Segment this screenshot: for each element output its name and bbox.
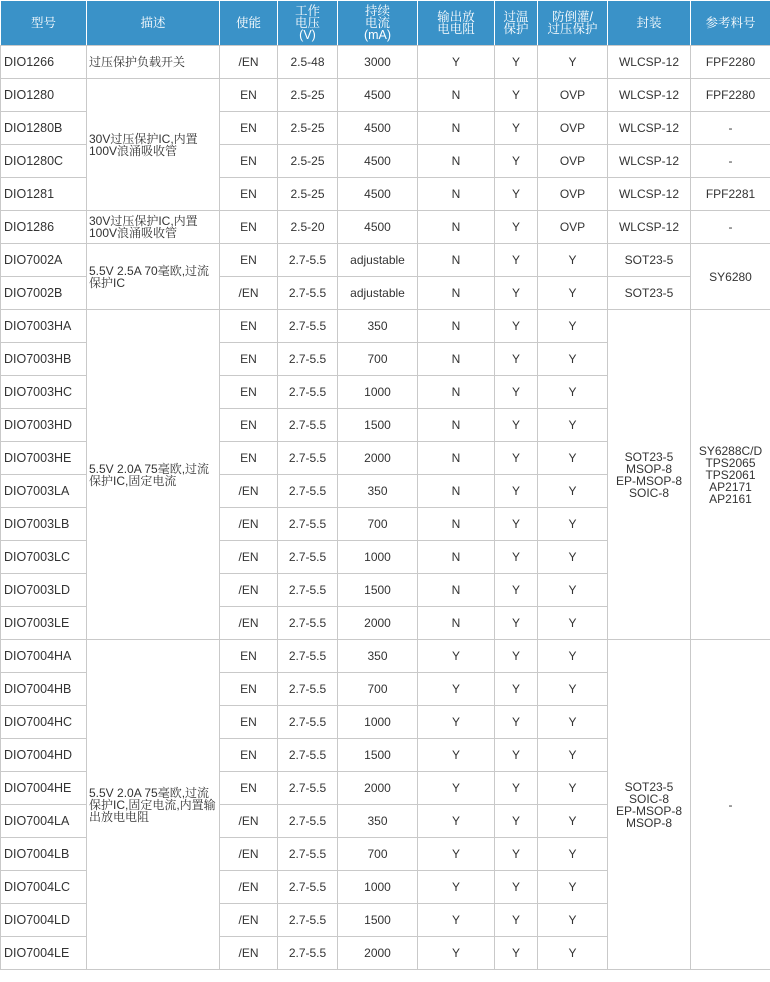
thermal-cell: Y (495, 838, 538, 871)
discharge-cell: Y (418, 838, 495, 871)
discharge-cell: Y (418, 739, 495, 772)
current-cell: 1000 (338, 541, 418, 574)
header-discharge (418, 1, 495, 46)
thermal-cell: Y (495, 112, 538, 145)
header-model: 型号 (1, 1, 87, 46)
package-line: MSOP-8 (625, 815, 672, 830)
enable-cell: /EN (220, 475, 278, 508)
header-package: 封装 (608, 1, 691, 46)
model-cell: DIO1266 (1, 46, 87, 79)
reverse-cell: Y (538, 772, 608, 805)
discharge-cell: N (418, 508, 495, 541)
thermal-cell: Y (495, 772, 538, 805)
voltage-cell: 2.7-5.5 (278, 244, 338, 277)
package-line: SOT23-5 (624, 779, 674, 794)
package-line: EP-MSOP-8 (615, 803, 682, 818)
thermal-cell: Y (495, 805, 538, 838)
voltage-cell: 2.7-5.5 (278, 805, 338, 838)
model-cell: DIO7003HC (1, 376, 87, 409)
package-cell: WLCSP-12 (608, 211, 691, 244)
model-cell: DIO7004LE (1, 937, 87, 970)
current-cell: 3000 (338, 46, 418, 79)
reference-cell: FPF2280 (691, 79, 770, 112)
discharge-cell: N (418, 211, 495, 244)
enable-cell: EN (220, 442, 278, 475)
current-cell: 4500 (338, 178, 418, 211)
header-voltage (278, 1, 338, 46)
enable-cell: /EN (220, 607, 278, 640)
model-cell: DIO1280 (1, 79, 87, 112)
package-cell: WLCSP-12 (608, 112, 691, 145)
reverse-cell: Y (538, 838, 608, 871)
header-reverse (538, 1, 608, 46)
reverse-cell: Y (538, 871, 608, 904)
thermal-cell: Y (495, 739, 538, 772)
thermal-cell: Y (495, 310, 538, 343)
current-cell: 1500 (338, 574, 418, 607)
header-voltage-line-1: 工作 (294, 4, 320, 18)
current-cell: 2000 (338, 607, 418, 640)
reverse-cell: Y (538, 937, 608, 970)
model-cell: DIO7004HB (1, 673, 87, 706)
enable-cell: EN (220, 310, 278, 343)
voltage-cell: 2.5-25 (278, 79, 338, 112)
current-cell: 4500 (338, 79, 418, 112)
table-row (1, 310, 770, 343)
enable-cell: EN (220, 739, 278, 772)
voltage-cell: 2.7-5.5 (278, 376, 338, 409)
voltage-cell: 2.5-25 (278, 145, 338, 178)
reverse-cell: Y (538, 706, 608, 739)
header-discharge-line-1: 输出放 (437, 10, 475, 24)
thermal-cell: Y (495, 145, 538, 178)
enable-cell: /EN (220, 805, 278, 838)
model-cell: DIO1280B (1, 112, 87, 145)
discharge-cell: N (418, 145, 495, 178)
thermal-cell: Y (495, 508, 538, 541)
header-row (1, 1, 770, 46)
current-cell: 350 (338, 805, 418, 838)
package-cell: WLCSP-12 (608, 46, 691, 79)
voltage-cell: 2.7-5.5 (278, 409, 338, 442)
voltage-cell: 2.7-5.5 (278, 277, 338, 310)
voltage-cell: 2.7-5.5 (278, 442, 338, 475)
thermal-cell: Y (495, 673, 538, 706)
model-cell: DIO7003LE (1, 607, 87, 640)
voltage-cell: 2.7-5.5 (278, 640, 338, 673)
reference-cell: - (691, 211, 770, 244)
description-cell: 5.5V 2.0A 75毫欧,过流保护IC,固定电流,内置输出放电电阻 (87, 640, 220, 970)
model-cell: DIO7002A (1, 244, 87, 277)
reverse-cell: Y (538, 508, 608, 541)
reverse-cell: Y (538, 673, 608, 706)
discharge-cell: Y (418, 640, 495, 673)
current-cell: 700 (338, 343, 418, 376)
reverse-cell: Y (538, 310, 608, 343)
discharge-cell: N (418, 475, 495, 508)
package-cell: WLCSP-12 (608, 145, 691, 178)
model-cell: DIO1281 (1, 178, 87, 211)
reverse-cell: Y (538, 343, 608, 376)
current-cell: 1500 (338, 409, 418, 442)
header-current-line-3: (mA) (363, 28, 392, 42)
header-current (338, 1, 418, 46)
enable-cell: /EN (220, 838, 278, 871)
model-cell: DIO7003HA (1, 310, 87, 343)
thermal-cell: Y (495, 79, 538, 112)
discharge-cell: Y (418, 904, 495, 937)
package-line: EP-MSOP-8 (615, 473, 682, 488)
current-cell: 700 (338, 838, 418, 871)
reverse-cell: Y (538, 640, 608, 673)
enable-cell: EN (220, 640, 278, 673)
table-row (1, 640, 770, 673)
current-cell: 2000 (338, 937, 418, 970)
package-line: SOT23-5 (624, 449, 674, 464)
voltage-cell: 2.7-5.5 (278, 673, 338, 706)
thermal-cell: Y (495, 46, 538, 79)
thermal-cell: Y (495, 640, 538, 673)
package-line: SOIC-8 (628, 791, 669, 806)
thermal-cell: Y (495, 244, 538, 277)
package-cell: SOT23-5 (608, 244, 691, 277)
enable-cell: EN (220, 376, 278, 409)
header-description: 描述 (87, 1, 220, 46)
model-cell: DIO1280C (1, 145, 87, 178)
current-cell: 350 (338, 475, 418, 508)
table-row (1, 46, 770, 79)
table-row (1, 244, 770, 277)
description-cell: 5.5V 2.5A 70毫欧,过流保护IC (87, 244, 220, 310)
model-cell: DIO7003LB (1, 508, 87, 541)
model-cell: DIO7004LB (1, 838, 87, 871)
reference-cell: - (691, 112, 770, 145)
current-cell: adjustable (338, 244, 418, 277)
enable-cell: EN (220, 244, 278, 277)
thermal-cell: Y (495, 904, 538, 937)
discharge-cell: Y (418, 871, 495, 904)
header-thermal (495, 1, 538, 46)
voltage-cell: 2.7-5.5 (278, 541, 338, 574)
header-thermal-line-2: 保护 (503, 22, 529, 36)
reference-line: AP2161 (709, 491, 752, 506)
voltage-cell: 2.7-5.5 (278, 739, 338, 772)
enable-cell: EN (220, 211, 278, 244)
table-row (1, 79, 770, 112)
reverse-cell: Y (538, 541, 608, 574)
thermal-cell: Y (495, 475, 538, 508)
reverse-cell: Y (538, 376, 608, 409)
model-cell: DIO7004HE (1, 772, 87, 805)
header-voltage-line-2: 电压 (294, 16, 320, 30)
enable-cell: /EN (220, 904, 278, 937)
discharge-cell: N (418, 607, 495, 640)
current-cell: adjustable (338, 277, 418, 310)
model-cell: DIO7004LA (1, 805, 87, 838)
current-cell: 350 (338, 310, 418, 343)
enable-cell: EN (220, 343, 278, 376)
header-current-line-2: 电流 (364, 16, 390, 30)
discharge-cell: N (418, 310, 495, 343)
package-line: SOIC-8 (628, 485, 669, 500)
thermal-cell: Y (495, 574, 538, 607)
enable-cell: /EN (220, 508, 278, 541)
header-thermal-line-1: 过温 (503, 10, 529, 24)
enable-cell: /EN (220, 277, 278, 310)
reverse-cell: Y (538, 277, 608, 310)
enable-cell: EN (220, 79, 278, 112)
model-cell: DIO7003HE (1, 442, 87, 475)
voltage-cell: 2.7-5.5 (278, 508, 338, 541)
voltage-cell: 2.7-5.5 (278, 772, 338, 805)
current-cell: 1000 (338, 871, 418, 904)
voltage-cell: 2.7-5.5 (278, 310, 338, 343)
discharge-cell: Y (418, 772, 495, 805)
reverse-cell: Y (538, 739, 608, 772)
current-cell: 700 (338, 508, 418, 541)
discharge-cell: N (418, 244, 495, 277)
model-cell: DIO7004LC (1, 871, 87, 904)
reference-cell: - (691, 640, 770, 970)
reverse-cell: OVP (538, 79, 608, 112)
discharge-cell: N (418, 79, 495, 112)
reverse-cell: Y (538, 442, 608, 475)
voltage-cell: 2.7-5.5 (278, 937, 338, 970)
header-discharge-line-2: 电电阻 (437, 22, 475, 36)
enable-cell: EN (220, 178, 278, 211)
enable-cell: /EN (220, 541, 278, 574)
header-voltage-line-3: (V) (299, 28, 316, 42)
thermal-cell: Y (495, 607, 538, 640)
voltage-cell: 2.7-5.5 (278, 904, 338, 937)
voltage-cell: 2.7-5.5 (278, 871, 338, 904)
reverse-cell: Y (538, 409, 608, 442)
voltage-cell: 2.5-48 (278, 46, 338, 79)
thermal-cell: Y (495, 343, 538, 376)
reverse-cell: OVP (538, 211, 608, 244)
reference-cell: FPF2280 (691, 46, 770, 79)
discharge-cell: N (418, 376, 495, 409)
thermal-cell: Y (495, 871, 538, 904)
header-enable: 使能 (220, 1, 278, 46)
current-cell: 1000 (338, 706, 418, 739)
model-cell: DIO7003HB (1, 343, 87, 376)
current-cell: 2000 (338, 442, 418, 475)
discharge-cell: Y (418, 937, 495, 970)
discharge-cell: N (418, 178, 495, 211)
model-cell: DIO7004HA (1, 640, 87, 673)
description-cell: 30V过压保护IC,内置100V浪涌吸收管 (87, 211, 220, 244)
voltage-cell: 2.7-5.5 (278, 475, 338, 508)
model-cell: DIO7004HD (1, 739, 87, 772)
reverse-cell: Y (538, 475, 608, 508)
voltage-cell: 2.7-5.5 (278, 574, 338, 607)
package-cell: WLCSP-12 (608, 178, 691, 211)
package-cell: WLCSP-12 (608, 79, 691, 112)
reference-cell (691, 310, 770, 640)
reverse-cell: OVP (538, 112, 608, 145)
reverse-cell: Y (538, 904, 608, 937)
reverse-cell: Y (538, 574, 608, 607)
enable-cell: EN (220, 112, 278, 145)
enable-cell: /EN (220, 871, 278, 904)
reverse-cell: OVP (538, 145, 608, 178)
model-cell: DIO7003LC (1, 541, 87, 574)
reverse-cell: Y (538, 46, 608, 79)
thermal-cell: Y (495, 706, 538, 739)
reference-line: SY6288C/D (698, 443, 763, 458)
current-cell: 350 (338, 640, 418, 673)
model-cell: DIO7003LA (1, 475, 87, 508)
discharge-cell: N (418, 277, 495, 310)
reverse-cell: Y (538, 607, 608, 640)
current-cell: 4500 (338, 112, 418, 145)
discharge-cell: N (418, 112, 495, 145)
current-cell: 700 (338, 673, 418, 706)
header-current-line-1: 持续 (364, 4, 390, 18)
model-cell: DIO7004HC (1, 706, 87, 739)
table-row (1, 211, 770, 244)
enable-cell: /EN (220, 46, 278, 79)
thermal-cell: Y (495, 178, 538, 211)
package-line: MSOP-8 (625, 461, 672, 476)
voltage-cell: 2.7-5.5 (278, 607, 338, 640)
reference-line: TPS2065 (705, 455, 756, 470)
reverse-cell: Y (538, 805, 608, 838)
package-cell (608, 640, 691, 970)
model-cell: DIO7003LD (1, 574, 87, 607)
discharge-cell: Y (418, 673, 495, 706)
enable-cell: /EN (220, 574, 278, 607)
description-cell: 5.5V 2.0A 75毫欧,过流保护IC,固定电流 (87, 310, 220, 640)
model-cell: DIO1286 (1, 211, 87, 244)
enable-cell: EN (220, 409, 278, 442)
discharge-cell: Y (418, 46, 495, 79)
reference-line: TPS2061 (705, 467, 756, 482)
voltage-cell: 2.5-25 (278, 112, 338, 145)
description-cell: 过压保护负载开关 (87, 46, 220, 79)
enable-cell: EN (220, 673, 278, 706)
header-reference: 参考料号 (691, 1, 770, 46)
thermal-cell: Y (495, 541, 538, 574)
current-cell: 4500 (338, 211, 418, 244)
enable-cell: /EN (220, 937, 278, 970)
reference-cell: FPF2281 (691, 178, 770, 211)
enable-cell: EN (220, 772, 278, 805)
thermal-cell: Y (495, 937, 538, 970)
discharge-cell: N (418, 574, 495, 607)
current-cell: 4500 (338, 145, 418, 178)
discharge-cell: N (418, 541, 495, 574)
voltage-cell: 2.5-25 (278, 178, 338, 211)
discharge-cell: N (418, 409, 495, 442)
thermal-cell: Y (495, 442, 538, 475)
package-cell (608, 310, 691, 640)
thermal-cell: Y (495, 211, 538, 244)
model-cell: DIO7004LD (1, 904, 87, 937)
current-cell: 1000 (338, 376, 418, 409)
enable-cell: EN (220, 706, 278, 739)
voltage-cell: 2.5-20 (278, 211, 338, 244)
discharge-cell: N (418, 442, 495, 475)
model-cell: DIO7002B (1, 277, 87, 310)
reverse-cell: OVP (538, 178, 608, 211)
voltage-cell: 2.7-5.5 (278, 838, 338, 871)
thermal-cell: Y (495, 277, 538, 310)
discharge-cell: Y (418, 706, 495, 739)
header-reverse-line-1: 防倒灌/ (552, 10, 593, 24)
voltage-cell: 2.7-5.5 (278, 706, 338, 739)
current-cell: 2000 (338, 772, 418, 805)
current-cell: 1500 (338, 739, 418, 772)
discharge-cell: Y (418, 805, 495, 838)
reverse-cell: Y (538, 244, 608, 277)
current-cell: 1500 (338, 904, 418, 937)
thermal-cell: Y (495, 409, 538, 442)
discharge-cell: N (418, 343, 495, 376)
enable-cell: EN (220, 145, 278, 178)
description-cell: 30V过压保护IC,内置100V浪涌吸收管 (87, 79, 220, 211)
voltage-cell: 2.7-5.5 (278, 343, 338, 376)
reference-cell: SY6280 (691, 244, 770, 310)
model-cell: DIO7003HD (1, 409, 87, 442)
thermal-cell: Y (495, 376, 538, 409)
reference-line: AP2171 (709, 479, 752, 494)
package-cell: SOT23-5 (608, 277, 691, 310)
reference-cell: - (691, 145, 770, 178)
header-reverse-line-2: 过压保护 (547, 22, 598, 36)
